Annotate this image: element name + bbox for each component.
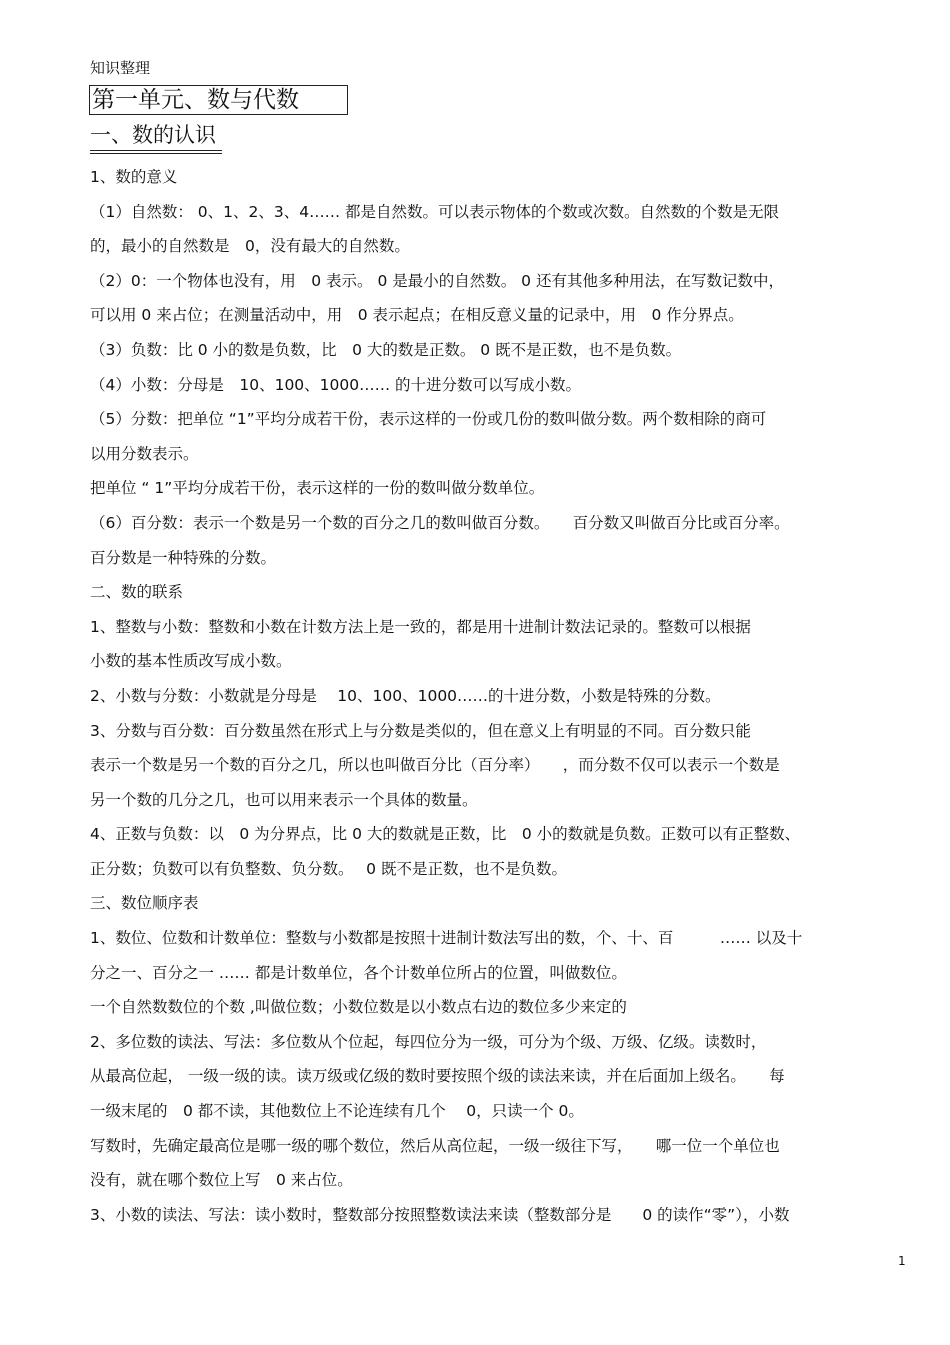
text-line: 表示一个数是另一个数的百分之几，所以也叫做百分比（百分率） ，而分数不仅可以表示一个数是 bbox=[90, 756, 780, 775]
section-title bbox=[90, 122, 222, 148]
text-line: 可以用 0 来占位；在测量活动中，用 0 表示起点；在相反意义量的记录中，用 0 作分界点。 bbox=[90, 306, 744, 325]
text-line: 4、正数与负数：以 0 为分界点，比 0 大的数就是正数，比 0 小的数就是负数。正数可以有正整数、 bbox=[90, 825, 801, 844]
text-line: 1、数的意义 bbox=[90, 168, 178, 186]
text-line: 2、小数与分数：小数就是分母是 10、100、1000……的十进分数，小数是特殊的分数。 bbox=[90, 686, 721, 705]
text-line: 分之一、百分之一 …… 都是计数单位，各个计数单位所占的位置，叫做数位。 bbox=[90, 963, 627, 982]
title-underline-second bbox=[90, 153, 222, 154]
text-line: 二、数的联系 bbox=[90, 583, 184, 602]
text-line: 一级末尾的 0 都不读，其他数位上不论连续有几个 0，只读一个 0。 bbox=[90, 1102, 584, 1121]
text-line: 3、小数的读法、写法：读小数时，整数部分按照整数读法来读（整数部分是 0 的读作“零”），小数 bbox=[90, 1205, 790, 1224]
text-line: （1）自然数： 0、1、2、3、4…… 都是自然数。可以表示物体的个数或次数。自然数的个数是无限 bbox=[90, 202, 780, 221]
text-line: 3、分数与百分数：百分数虽然在形式上与分数是类似的，但在意义上有明显的不同。百分数只能 bbox=[90, 721, 751, 740]
text-line: 写数时，先确定最高位是哪一级的哪个数位，然后从高位起，一级一级往下写， 哪一位一个单位也 bbox=[90, 1136, 780, 1155]
text-line: （5）分数：把单位 “1”平均分成若干份，表示这样的一份或几份的数叫做分数。两个数相除的商可 bbox=[90, 410, 767, 429]
text-line: 1、整数与小数：整数和小数在计数方法上是一致的，都是用十进制计数法记录的。整数可以根据 bbox=[90, 617, 751, 636]
unit-title-box: 第一单元、数与代数 bbox=[89, 85, 348, 115]
body-text bbox=[90, 160, 908, 1232]
text-line: 的，最小的自然数是 0，没有最大的自然数。 bbox=[90, 237, 410, 256]
text-line: 把单位 “ 1”平均分成若干份，表示这样的一份的数叫做分数单位。 bbox=[90, 479, 545, 498]
document-header-label: 知识整理 bbox=[90, 59, 151, 77]
text-line: 从最高位起， 一级一级的读。读万级或亿级的数时要按照个级的读法来读，并在后面加上级名。 每 bbox=[90, 1067, 785, 1086]
text-line: （2）0：一个物体也没有，用 0 表示。 0 是最小的自然数。 0 还有其他多种用法，在写数记数中， bbox=[90, 271, 784, 290]
text-line: 没有，就在哪个数位上写 0 来占位。 bbox=[90, 1171, 353, 1190]
text-line: 正分数；负数可以有负整数、负分数。 0 既不是正数，也不是负数。 bbox=[90, 859, 567, 878]
text-line: 以用分数表示。 bbox=[90, 444, 199, 463]
title-underline bbox=[90, 150, 222, 151]
text-line: （6）百分数：表示一个数是另一个数的百分之几的数叫做百分数。 百分数又叫做百分比或百分率。 bbox=[90, 513, 790, 532]
text-line: （4）小数：分母是 10、100、1000…… 的十进分数可以写成小数。 bbox=[90, 375, 582, 394]
text-line: 2、多位数的读法、写法：多位数从个位起，每四位分为一级，可分为个级、万级、亿级。读数时， bbox=[90, 1032, 767, 1051]
page-number: 1 bbox=[898, 1254, 906, 1268]
text-line: 另一个数的几分之几，也可以用来表示一个具体的数量。 bbox=[90, 790, 478, 809]
text-line: 小数的基本性质改写成小数。 bbox=[90, 652, 292, 671]
text-line: 百分数是一种特殊的分数。 bbox=[90, 548, 277, 567]
text-line: 1、数位、位数和计数单位：整数与小数都是按照十进制计数法写出的数，个、十、百 …… 以及十 bbox=[90, 929, 803, 948]
text-line: 一个自然数数位的个数 ,叫做位数；小数位数是以小数点右边的数位多少来定的 bbox=[90, 998, 627, 1017]
text-line: （3）负数：比 0 小的数是负数，比 0 大的数是正数。 0 既不是正数，也不是负数。 bbox=[90, 340, 682, 359]
text-line: 三、数位顺序表 bbox=[90, 894, 199, 913]
section-title-text: 一、数的认识 bbox=[90, 123, 216, 147]
